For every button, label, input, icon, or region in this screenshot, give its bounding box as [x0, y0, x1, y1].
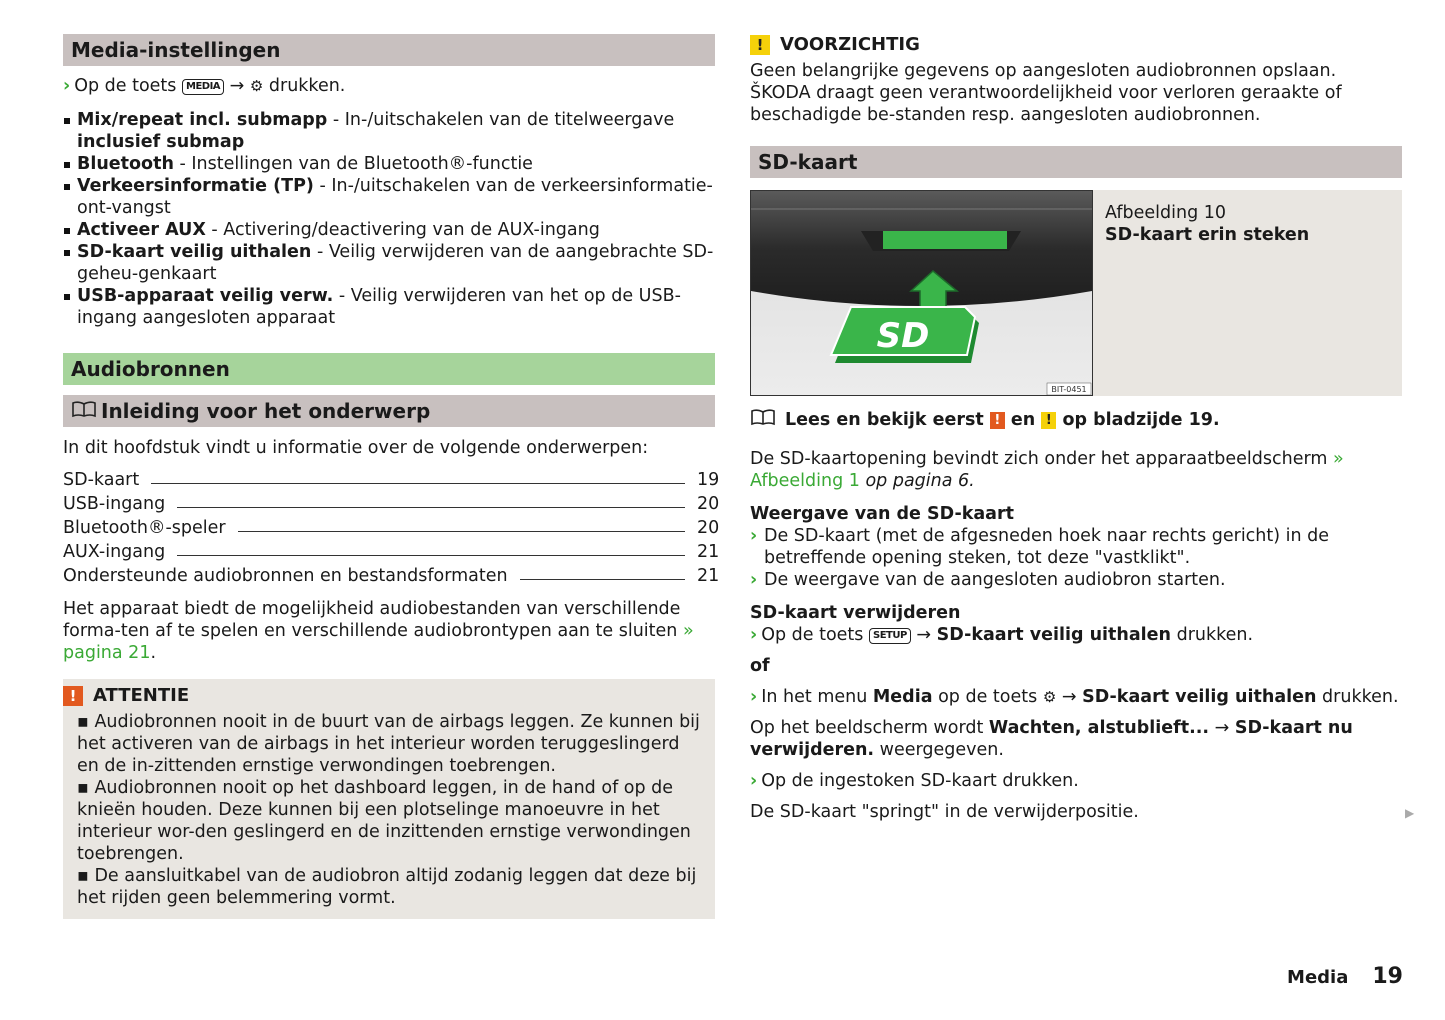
setup-key-icon: SETUP: [869, 628, 911, 644]
page-link[interactable]: » pagina 21: [63, 621, 694, 663]
list-item: USB-apparaat veilig verw. - Veilig verwijderen van het op de USB-ingang aangesloten apparaat: [63, 285, 715, 329]
read-first: Lees en bekijk eerst ! en ! op bladzijde 19.: [750, 408, 1402, 432]
section-header-audio-sources: Audiobronnen: [63, 353, 715, 385]
sd-card-illustration: [750, 190, 1093, 396]
toc: [63, 467, 720, 587]
screen-text: Op het beeldscherm wordt Wachten, alstublieft... → SD-kaart nu verwijderen. weergegeven.: [750, 718, 1353, 760]
footer-section: Media: [1287, 967, 1349, 988]
intro-header: Inleiding voor het onderwerp: [63, 395, 715, 427]
or-text: of: [750, 656, 770, 676]
display-title: Weergave van de SD-kaart: [750, 504, 1014, 524]
figure-caption: Afbeelding 10 SD-kaart erin steken: [1093, 190, 1402, 396]
step-arrow-icon: ›: [750, 570, 758, 590]
step-arrow-icon: ›: [750, 687, 758, 707]
intro-text: In dit hoofdstuk vindt u informatie over de volgende onderwerpen:: [63, 438, 649, 458]
final-text: De SD-kaart "springt" in de verwijderpositie.: [750, 802, 1139, 822]
toc-row[interactable]: SD-kaart 19: [63, 470, 720, 490]
media-step: › Op de toets MEDIA → ⚙ drukken.: [63, 76, 346, 96]
attention-item: ▪ Audiobronnen nooit in de buurt van de airbags leggen. Ze kunnen bij het activeren van de airbags in het interieur worden teruggeslingerd en de in-zittenden ernstige verwondingen toebrengen.: [77, 712, 700, 776]
media-key-icon: MEDIA: [182, 79, 224, 95]
page-footer: [1287, 966, 1403, 989]
attention-item: ▪ De aansluitkabel van de audiobron altijd zodanig leggen dat deze bij het rijden geen belemmering vormt.: [77, 866, 697, 908]
figure-code: BIT-0451: [1051, 385, 1087, 394]
remove-title: SD-kaart verwijderen: [750, 603, 961, 623]
svg-text:SD: SD: [876, 316, 930, 356]
step-arrow-icon: ›: [750, 625, 758, 645]
page-number: 19: [1372, 964, 1403, 989]
caution-icon: !: [1041, 412, 1056, 429]
list-item: Bluetooth - Instellingen van de Bluetooth®-functie: [63, 153, 715, 175]
right-column: [750, 34, 1402, 823]
attention-header: ! ATTENTIE: [63, 685, 701, 707]
warning-icon: !: [990, 412, 1005, 429]
book-icon: [750, 408, 785, 432]
gear-icon: ⚙: [1042, 688, 1057, 706]
step-arrow-icon: ›: [63, 76, 71, 96]
caution-text: Geen belangrijke gegevens op aangesloten audiobronnen opslaan. ŠKODA draagt geen verantwoordelijkheid voor verloren geraakte of beschadigde be-standen resp. aangesloten audiobronnen.: [750, 61, 1342, 125]
toc-row[interactable]: Bluetooth®-speler 20: [63, 518, 720, 538]
list-item: Verkeersinformatie (TP) - In-/uitschakelen van de verkeersinformatie-ont-vangst: [63, 175, 715, 219]
left-column: [63, 34, 720, 919]
display-step: › De SD-kaart (met de afgesneden hoek naar rechts gericht) in de betreffende opening steken, tot deze "vastklikt".: [750, 526, 1330, 568]
audio-paragraph: Het apparaat biedt de mogelijkheid audiobestanden van verschillende forma-ten af te spelen en verschillende audiobrontypen aan te sluiten » pagina 21.: [63, 599, 694, 663]
display-step: › De weergave van de aangesloten audiobron starten.: [750, 570, 1226, 590]
list-item: Mix/repeat incl. submapp - In-/uitschakelen van de titelweergave inclusief submap: [63, 109, 715, 153]
gear-icon: ⚙: [249, 77, 264, 95]
toc-row[interactable]: Ondersteunde audiobronnen en bestandsformaten 21: [63, 566, 720, 586]
caution-header: ! VOORZICHTIG: [750, 34, 1402, 56]
book-icon: [71, 395, 101, 427]
section-header-sd-card: SD-kaart: [750, 146, 1402, 178]
sd-card-icon: [831, 307, 979, 363]
location-text: De SD-kaartopening bevindt zich onder het apparaatbeeldscherm » Afbeelding 1 op pagina 6.: [750, 449, 1344, 491]
attention-items: [63, 711, 701, 909]
press-step: › Op de ingestoken SD-kaart drukken.: [750, 771, 1079, 791]
remove-step: › Op de toets SETUP → SD-kaart veilig uithalen drukken.: [750, 625, 1254, 645]
step-arrow-icon: ›: [750, 526, 758, 546]
section-header-media-settings: Media-instellingen: [63, 34, 715, 66]
caution-icon: !: [750, 35, 770, 55]
toc-row[interactable]: USB-ingang 20: [63, 494, 720, 514]
media-settings-list: [63, 109, 715, 329]
step-arrow-icon: ›: [750, 771, 758, 791]
figure-link[interactable]: » Afbeelding 1: [750, 449, 1344, 491]
next-page-icon[interactable]: ▶: [1405, 806, 1415, 820]
menu-step: › In het menu Media op de toets ⚙ → SD-kaart veilig uithalen drukken.: [750, 687, 1399, 707]
attention-item: ▪ Audiobronnen nooit op het dashboard leggen, in de hand of op de knieën houden. Deze kunnen bij een plotselinge manoeuvre in het interieur wor-den geslingerd en de inzittenden ernstige verwondingen toebrengen.: [77, 778, 691, 864]
list-item: SD-kaart veilig uithalen - Veilig verwijderen van de aangebrachte SD-geheu-genkaart: [63, 241, 715, 285]
toc-row[interactable]: AUX-ingang 21: [63, 542, 720, 562]
figure: [750, 190, 1402, 396]
list-item: Activeer AUX - Activering/deactivering van de AUX-ingang: [63, 219, 715, 241]
attention-box: [63, 679, 715, 919]
warning-icon: !: [63, 686, 83, 706]
